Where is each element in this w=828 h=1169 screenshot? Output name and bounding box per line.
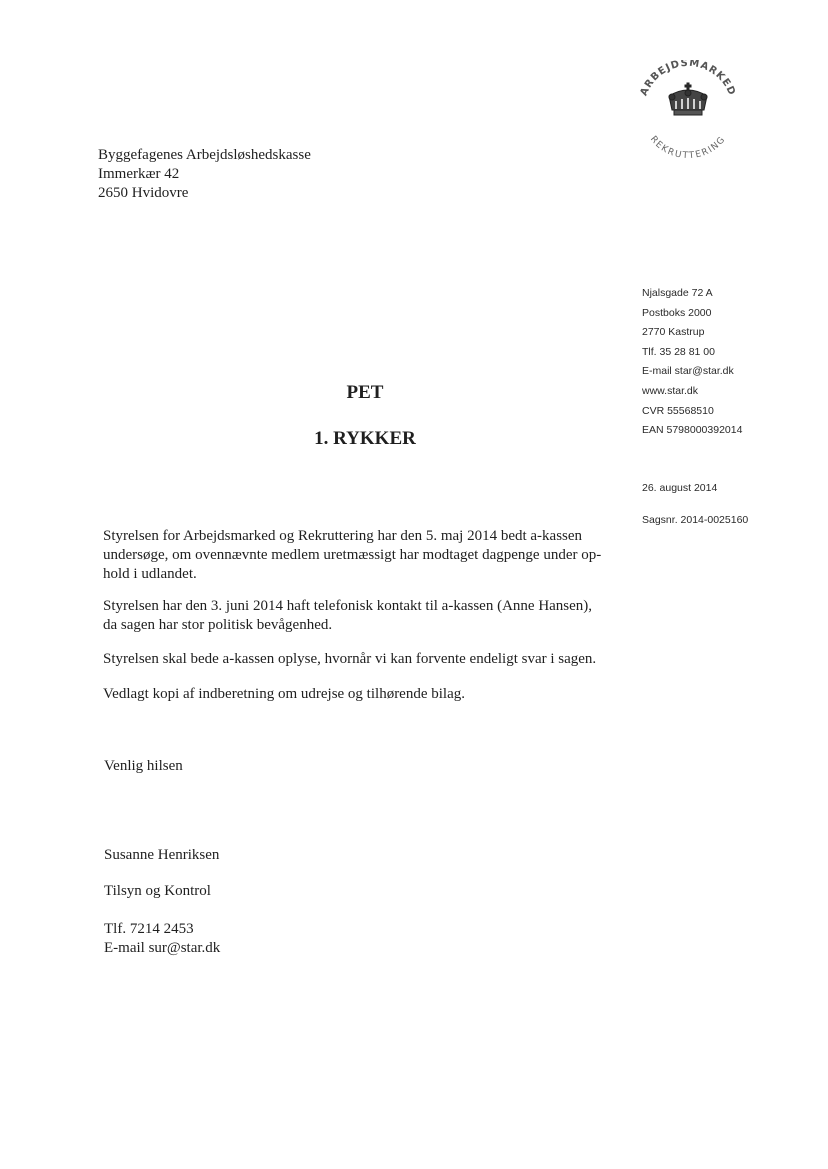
signer-contact (104, 920, 220, 958)
letter-subtitle: 1. RYKKER (314, 428, 416, 449)
paragraph-line: undersøge, om ovennævnte medlem uretmæssigt har modtaget dagpenge under op- (103, 547, 602, 563)
svg-text:ARBEJDSMARKED: ARBEJDSMARKED (638, 60, 738, 98)
logo-seal (628, 60, 748, 170)
agency-logo (628, 60, 748, 170)
closing-greeting: Venlig hilsen (104, 758, 183, 774)
sender-pobox: Postboks 2000 (642, 306, 712, 319)
sender-cvr: CVR 55568510 (642, 404, 714, 417)
sender-city: 2770 Kastrup (642, 326, 705, 339)
recipient-city: 2650 Hvidovre (98, 185, 189, 201)
sender-info (642, 284, 742, 441)
sender-email: E-mail star@star.dk (642, 365, 734, 378)
paragraph-request (103, 527, 613, 584)
signer-email: E-mail sur@star.dk (104, 940, 221, 956)
signer-department: Tilsyn og Kontrol (104, 883, 211, 899)
paragraph-line: Styrelsen skal bede a-kassen oplyse, hvornår vi kan forvente endeligt svar i sagen. (103, 651, 597, 667)
letter-title: PET (346, 382, 384, 403)
paragraph-line: Vedlagt kopi af indberetning om udrejse og tilhørende bilag. (103, 686, 465, 702)
recipient-street: Immerkær 42 (98, 166, 180, 182)
sender-ean: EAN 5798000392014 (642, 424, 743, 437)
paragraph-line: Styrelsen har den 3. juni 2014 haft telefonisk kontakt til a-kassen (Anne Hansen), (103, 598, 593, 614)
paragraph-attachment (103, 685, 613, 704)
sender-phone: Tlf. 35 28 81 00 (642, 345, 715, 358)
paragraph-contact (103, 597, 613, 635)
paragraph-line: Styrelsen for Arbejdsmarked og Rekruttering har den 5. maj 2014 bedt a-kassen (103, 528, 583, 544)
recipient-name: Byggefagenes Arbejdsløshedskasse (98, 147, 311, 163)
crown-icon (669, 83, 707, 115)
paragraph-line: da sagen har stor politisk bevågenhed. (103, 617, 333, 633)
svg-text:REKRUTTERING: REKRUTTERING (647, 134, 729, 162)
signer-name: Susanne Henriksen (104, 847, 220, 863)
recipient-address (98, 146, 311, 203)
paragraph-answer-request (103, 650, 613, 669)
case-number: Sagsnr. 2014-0025160 (642, 514, 749, 526)
sender-street: Njalsgade 72 A (642, 287, 713, 299)
paragraph-line: hold i udlandet. (103, 566, 197, 582)
signer-phone: Tlf. 7214 2453 (104, 921, 194, 937)
letter-date: 26. august 2014 (642, 482, 718, 494)
sender-website: www.star.dk (642, 384, 699, 397)
